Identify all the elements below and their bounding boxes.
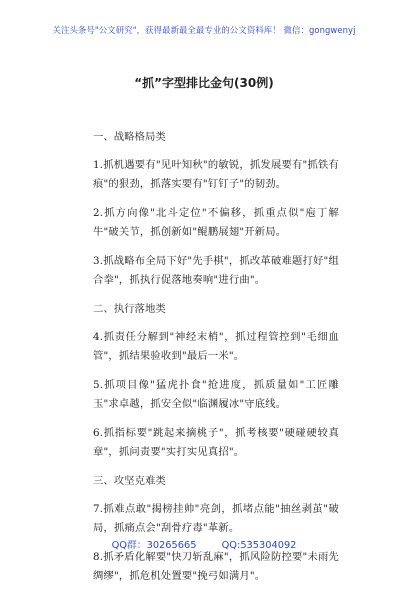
list-item: 8.抓矛盾化解要"快刀斩乱麻"，抓风险防控要"未雨先绸缪"，抓危机处置要"挽弓如满月"。 xyxy=(93,551,339,582)
section-heading-execution: 二、执行落地类 xyxy=(93,303,166,315)
list-item: 2.抓方向像"北斗定位"不偏移，抓重点似"庖丁解牛"破关节，抓创新如"鲲鹏展翅"开新局。 xyxy=(93,207,339,238)
list-item: 4.抓责任分解到"神经末梢"，抓过程管控到"毛细血管"，抓结果验收到"最后一米"。 xyxy=(93,331,339,362)
header-promo-note: 关注头条号"公文研究"，获得最新最全最专业的公文资料库！ 微信：gongwenyj xyxy=(52,25,356,35)
list-item: 5.抓项目像"猛虎扑食"抢进度，抓质量如"工匠雕玉"求卓越，抓安全似"临渊履冰"守底线。 xyxy=(93,379,339,410)
document-body xyxy=(93,128,339,596)
list-item: 6.抓指标要"跳起来摘桃子"，抓考核要"硬碰硬较真章"，抓问责要"实打实见真招"。 xyxy=(93,427,339,458)
section-heading-tackling: 三、攻坚克难类 xyxy=(93,475,166,487)
list-item: 1.抓机遇要有"见叶知秋"的敏锐，抓发展要有"抓铁有痕"的狠劲，抓落实要有"钉钉子"的韧劲。 xyxy=(93,159,339,190)
footer-contact xyxy=(0,537,408,551)
section-heading-strategy: 一、战略格局类 xyxy=(93,131,166,143)
footer-qq[interactable]: QQ:535304092 xyxy=(221,540,297,551)
footer-qq-group[interactable]: QQ群：30265665 xyxy=(111,540,197,551)
document-title: “抓”字型排比金句(30例) xyxy=(134,76,274,90)
list-item: 3.抓战略布全局下好"先手棋"，抓改革破难题打好"组合拳"，抓执行促落地奏响"进行曲"。 xyxy=(93,255,339,286)
list-item: 7.抓难点敢"揭榜挂帅"亮剑，抓堵点能"抽丝剥茧"破局，抓痛点会"刮骨疗毒"革新。 xyxy=(93,503,339,534)
